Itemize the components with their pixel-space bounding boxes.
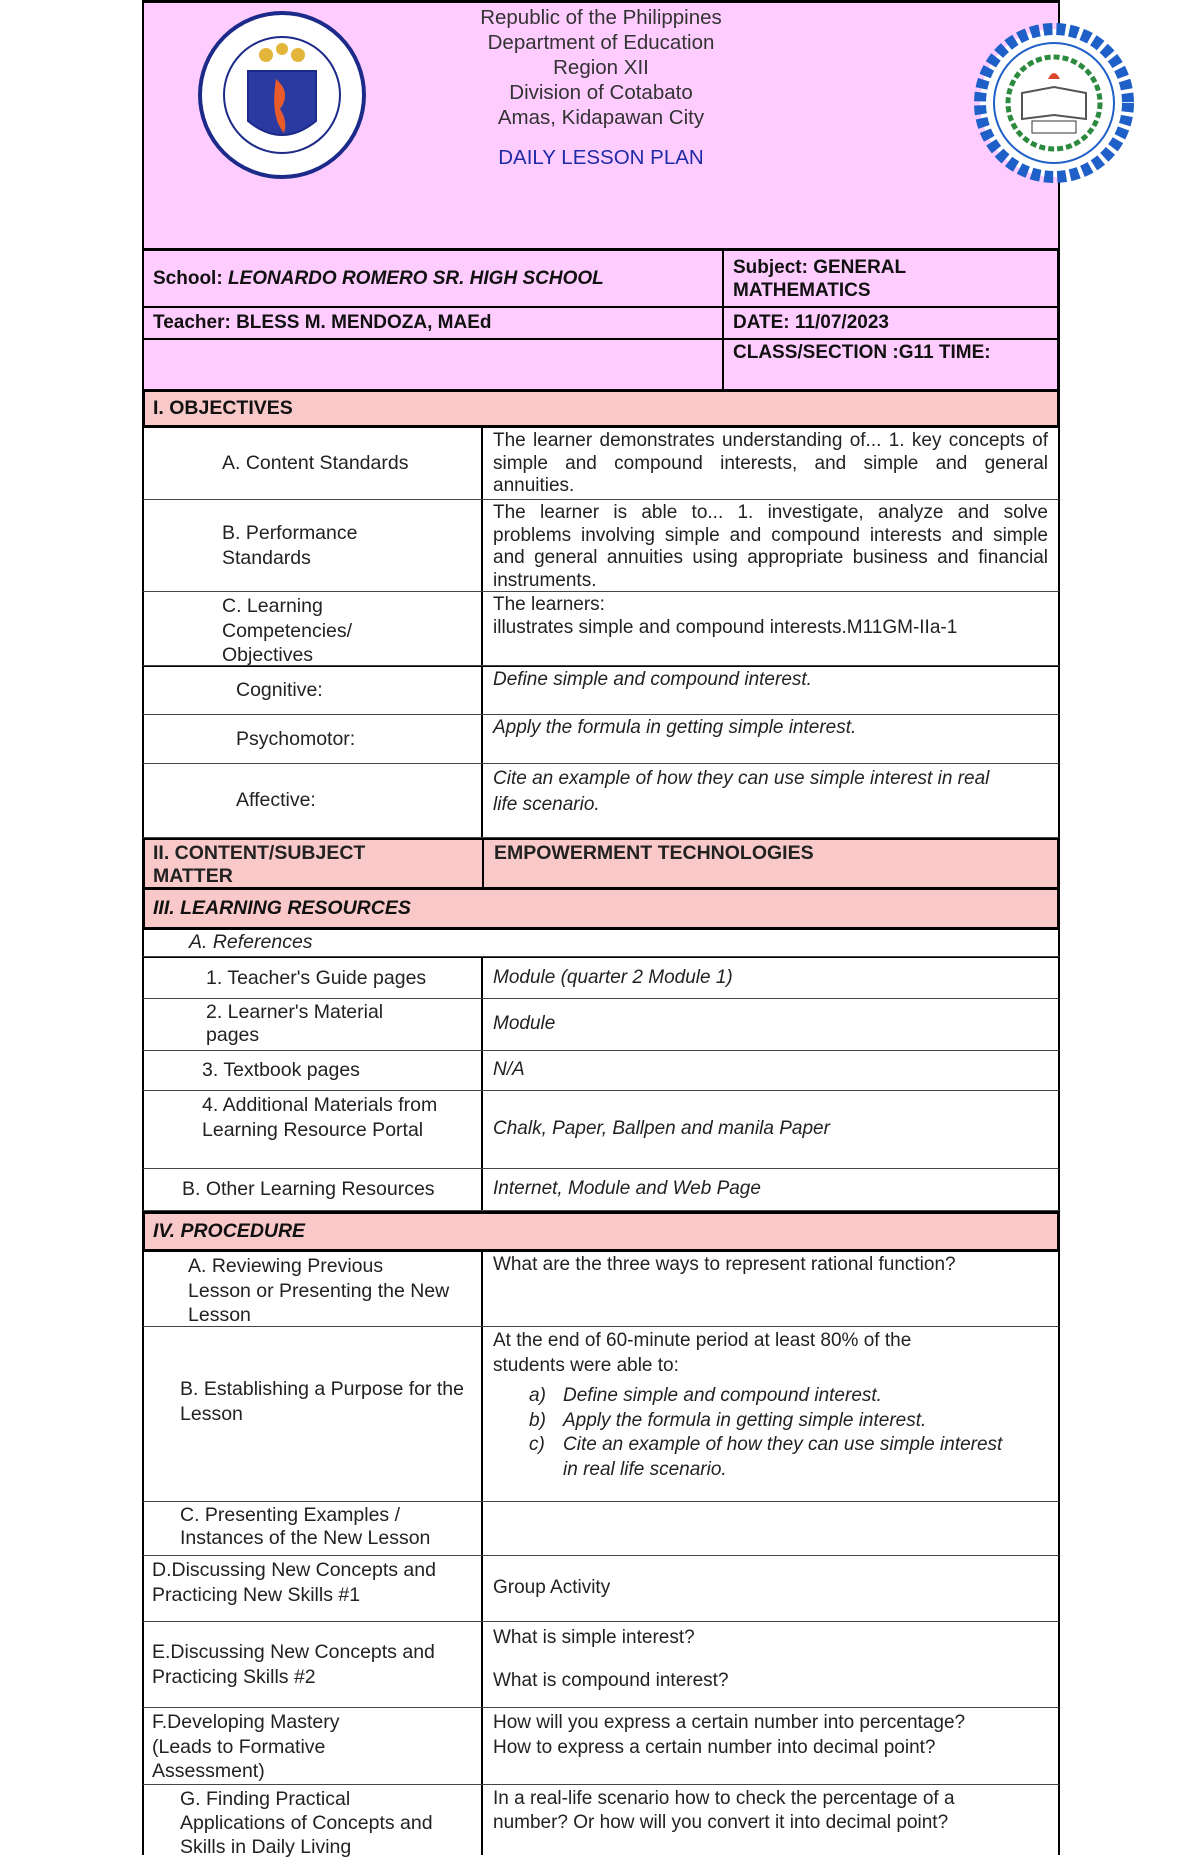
performance-standards-row (142, 500, 1060, 592)
header-line-city: Amas, Kidapawan City (497, 106, 705, 129)
procedure-a-value: What are the three ways to represent rational function? (493, 1254, 956, 1275)
procedure-d-value: Group Activity (493, 1577, 611, 1599)
learners-material-value: Module (493, 1013, 556, 1035)
teachers-guide-value: Module (quarter 2 Module 1) (493, 966, 733, 988)
procedure-e-row (142, 1622, 1060, 1708)
textbook-value: N/A (493, 1059, 525, 1081)
procedure-a-label: A. Reviewing Previous Lesson or Presenting the New Lesson (144, 1252, 483, 1326)
procedure-c-row (142, 1502, 1060, 1556)
document-title: DAILY LESSON PLAN (498, 146, 704, 169)
header-text (144, 5, 1058, 170)
learning-competencies-row (142, 592, 1060, 666)
psychomotor-row (142, 715, 1060, 764)
lesson-plan-page (142, 0, 1060, 1858)
empty-cell (144, 339, 723, 389)
procedure-b-intro: At the end of 60-minute period at least 80% of the students were able to: (493, 1330, 912, 1376)
performance-standards-label: B. Performance Standards (144, 500, 483, 591)
teacher-cell: Teacher: BLESS M. MENDOZA, MAEd (144, 307, 723, 339)
procedure-b-label: B. Establishing a Purpose for the Lesson (144, 1327, 483, 1501)
references-row (142, 930, 1060, 957)
procedure-c-value (483, 1502, 1058, 1555)
teachers-guide-label: 1. Teacher's Guide pages (144, 958, 483, 998)
subject-line1: Subject: GENERAL (733, 256, 907, 278)
procedure-a-row (142, 1252, 1060, 1327)
additional-materials-row (142, 1091, 1060, 1169)
procedure-f-label: F.Developing Mastery (Leads to Formative Assessment) (144, 1708, 483, 1784)
procedure-e-label: E.Discussing New Concepts and Practicing Skills #2 (144, 1622, 483, 1707)
header-line-republic: Republic of the Philippines (480, 6, 722, 29)
learning-competencies-label: C. Learning Competencies/ Objectives (144, 592, 483, 665)
other-resources-row (142, 1169, 1060, 1211)
learning-resources-heading: III. LEARNING RESOURCES (142, 890, 1060, 930)
procedure-heading: IV. PROCEDURE (142, 1211, 1060, 1252)
performance-standards-value: The learner is able to... 1. investigate, analyze and solve problems involving simple and compound interests and simple and general annuities using appropriate business and financial instruments. (493, 502, 1048, 591)
procedure-g-label: G. Finding Practical Applications of Concepts and Skills in Daily Living (144, 1785, 483, 1855)
school-label: School: (153, 267, 223, 289)
procedure-e-value-1: What is simple interest? (493, 1627, 695, 1648)
learners-material-row (142, 999, 1060, 1051)
content-standards-value: The learner demonstrates understanding of... 1. key concepts of simple and compound interests, and simple and general annuities. (493, 430, 1048, 496)
header-line-region: Region XII (553, 56, 649, 79)
objectives-heading: I. OBJECTIVES (142, 392, 1060, 428)
other-resources-label: B. Other Learning Resources (144, 1169, 483, 1210)
content-subject-row (142, 838, 1060, 890)
additional-materials-label: 4. Additional Materials from Learning Resource Portal (144, 1091, 483, 1168)
textbook-label: 3. Textbook pages (144, 1051, 483, 1090)
psychomotor-label: Psychomotor: (144, 715, 483, 763)
header-line-division: Division of Cotabato (509, 81, 693, 104)
procedure-d-row (142, 1556, 1060, 1622)
learning-competencies-value: illustrates simple and compound interests.M11GM-IIa-1 (493, 616, 958, 638)
content-subject-value: EMPOWERMENT TECHNOLOGIES (494, 842, 814, 864)
school-seal-icon (974, 23, 1134, 183)
procedure-f-value-1: How will you express a certain number into percentage? (493, 1712, 966, 1733)
psychomotor-value: Apply the formula in getting simple interest. (493, 717, 857, 738)
school-value: LEONARDO ROMERO SR. HIGH SCHOOL (227, 267, 604, 289)
learners-material-label: 2. Learner's Material pages (144, 999, 483, 1050)
procedure-e-value-2: What is compound interest? (493, 1670, 729, 1691)
header-block (142, 0, 1060, 251)
cognitive-row (142, 666, 1060, 715)
list-item: a) Define simple and compound interest. (529, 1385, 882, 1406)
procedure-f-value-2: How to express a certain number into decimal point? (493, 1737, 936, 1758)
content-standards-row (142, 428, 1060, 500)
procedure-f-row (142, 1708, 1060, 1785)
cognitive-value: Define simple and compound interest. (493, 669, 812, 690)
list-item: c) Cite an example of how they can use simple interest in real life scenario. (529, 1434, 1003, 1480)
date-cell: DATE: 11/07/2023 (723, 307, 1057, 339)
list-item: b) Apply the formula in getting simple interest. (529, 1409, 927, 1431)
affective-label: Affective: (144, 764, 483, 837)
procedure-c-label: C. Presenting Examples / Instances of the New Lesson (144, 1502, 483, 1555)
content-subject-label: II. CONTENT/SUBJECT MATTER (145, 840, 484, 887)
additional-materials-value: Chalk, Paper, Ballpen and manila Paper (493, 1118, 830, 1140)
procedure-b-row (142, 1327, 1060, 1502)
procedure-g-value: In a real-life scenario how to check the percentage of a number? Or how will you convert it into decimal point? (493, 1788, 955, 1833)
learning-competencies-intro: The learners: (493, 594, 605, 615)
cognitive-label: Cognitive: (144, 667, 483, 714)
content-standards-label: A. Content Standards (144, 428, 483, 499)
header-line-deped: Department of Education (487, 31, 715, 54)
other-resources-value: Internet, Module and Web Page (493, 1178, 761, 1200)
info-table (142, 251, 1060, 392)
procedure-d-label: D.Discussing New Concepts and Practicing New Skills #1 (144, 1556, 483, 1621)
references-label: A. References (189, 931, 313, 953)
teachers-guide-row (142, 957, 1060, 999)
procedure-b-list (529, 1384, 1048, 1482)
affective-row (142, 764, 1060, 838)
procedure-g-row (142, 1785, 1060, 1858)
class-section-cell: CLASS/SECTION :G11 TIME: (733, 342, 991, 363)
subject-line2: MATHEMATICS (733, 279, 871, 301)
textbook-row (142, 1051, 1060, 1091)
affective-value: Cite an example of how they can use simple interest in real life scenario. (493, 768, 990, 815)
